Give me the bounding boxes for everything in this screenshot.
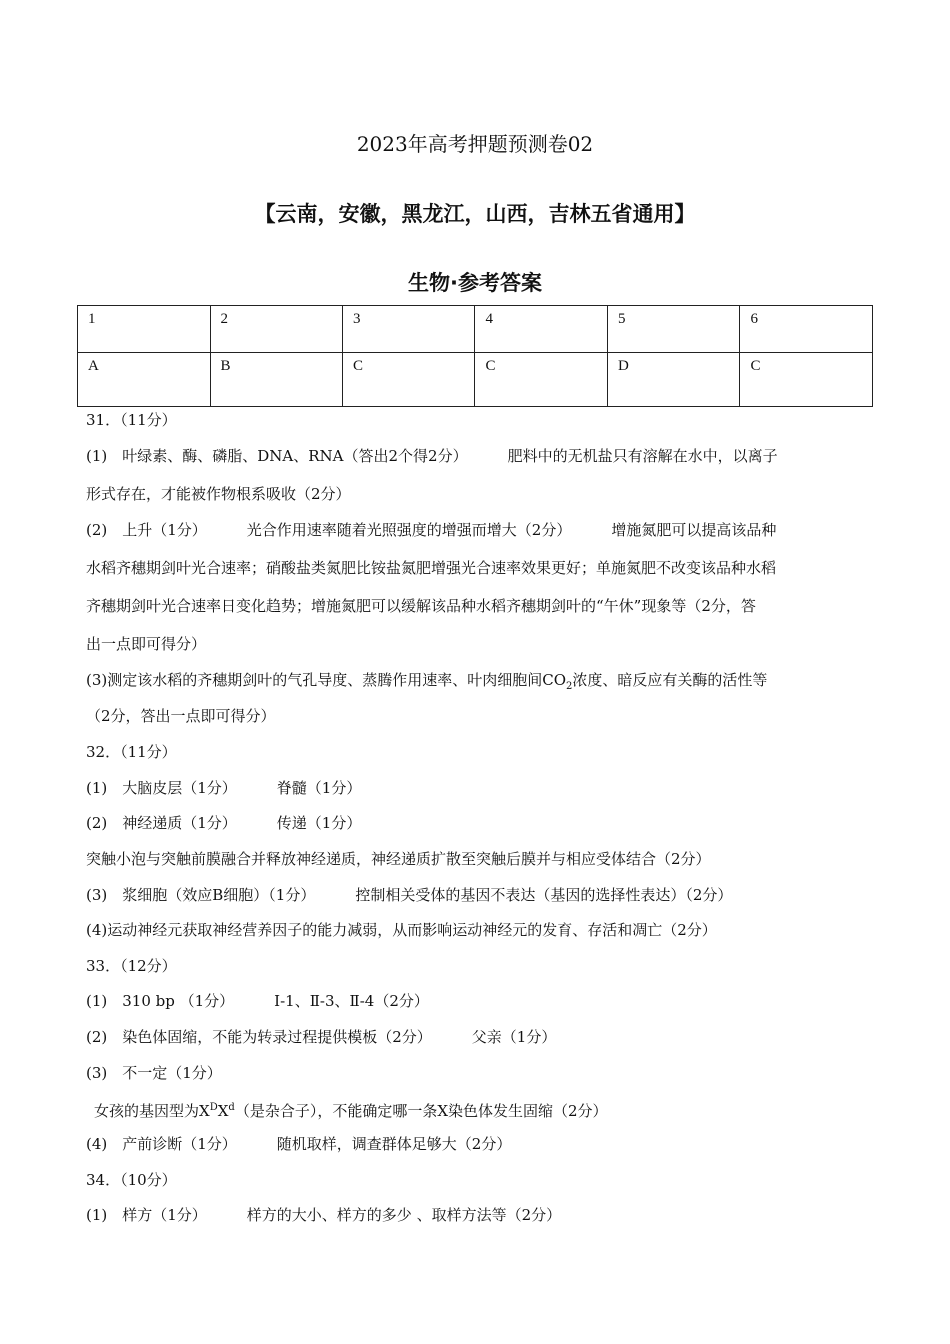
question-number-cell: 3: [342, 306, 474, 353]
q31-part1-answer-b: 肥料中的无机盐只有溶解在水中，以离子: [507, 447, 778, 465]
q31-part3-line2: （2分，答出一点即可得分）: [86, 707, 276, 725]
q32-heading: 32．（11分）: [86, 743, 177, 761]
answer-table-answer-row: [78, 353, 873, 407]
question-number-cell: 2: [210, 306, 342, 353]
answer-cell: C: [342, 353, 474, 407]
q31-part3-text-a: (3)测定该水稻的齐穗期剑叶的气孔导度、蒸腾作用速率、叶肉细胞间CO: [86, 671, 567, 689]
q31-part1-line2: 形式存在，才能被作物根系吸收（2分）: [86, 485, 351, 503]
question-number-cell: 5: [607, 306, 740, 353]
section-title: 生物·参考答案: [408, 271, 542, 295]
q33-part2-answer-a: (2) 染色体固缩，不能为转录过程提供模板（2分）: [86, 1028, 432, 1046]
q32-part1: [86, 778, 361, 798]
q31-part2-line1: [86, 520, 776, 540]
question-number-cell: 6: [740, 306, 873, 353]
q33-part3-line2: [94, 1098, 608, 1121]
q31-part2-answer-a: (2) 上升（1分）: [86, 521, 207, 539]
q31-part1-answer-a: (1) 叶绿素、酶、磷脂、DNA、RNA（答出2个得2分）: [86, 447, 468, 465]
q34-part1-answer-b: 样方的大小、样方的多少 、取样方法等（2分）: [246, 1206, 562, 1224]
answer-cell: A: [78, 353, 211, 407]
q33-part1-answer-a: (1) 310 bp （1分）: [86, 992, 235, 1010]
q33-heading: 33．（12分）: [86, 957, 177, 975]
exam-title: 2023年高考押题预测卷02: [356, 132, 594, 156]
q32-part4: (4)运动神经元获取神经营养因子的能力减弱，从而影响运动神经元的发育、存活和凋亡（2分）: [86, 921, 717, 939]
q32-part2-line1: [86, 813, 361, 833]
q31-part3-line1: [86, 670, 767, 697]
q31-part2-line2: 水稻齐穗期剑叶光合速率；硝酸盐类氮肥比铵盐氮肥增强光合速率效果更好；单施氮肥不改变该品种水稻: [86, 559, 777, 577]
q33-part1: [86, 991, 429, 1011]
q33-part4: [86, 1134, 511, 1154]
q32-part1-answer-a: (1) 大脑皮层（1分）: [86, 779, 237, 797]
answer-cell: C: [475, 353, 607, 407]
co2-subscript: 2: [566, 681, 573, 692]
q34-part1-answer-a: (1) 样方（1分）: [86, 1206, 207, 1224]
q33-part4-answer-b: 随机取样，调查群体足够大（2分）: [276, 1135, 512, 1153]
answer-cell: B: [210, 353, 342, 407]
q31-part2-answer-c: 增施氮肥可以提高该品种: [611, 521, 777, 539]
allele-d-recessive: d: [228, 1102, 235, 1113]
answer-table: [77, 305, 873, 407]
answer-table-number-row: [78, 306, 873, 353]
q31-part2-line4: 出一点即可得分）: [86, 635, 207, 653]
q33-part1-answer-b: Ⅰ-1、Ⅱ-3、Ⅱ-4（2分）: [274, 992, 429, 1010]
allele-d-dominant: D: [209, 1102, 218, 1113]
q31-part2-line3: 齐穗期剑叶光合速率日变化趋势；增施氮肥可以缓解该品种水稻齐穗期剑叶的“午休”现象等（2分，答: [86, 597, 756, 615]
question-number-cell: 4: [475, 306, 607, 353]
q34-heading: 34．（10分）: [86, 1171, 177, 1189]
q33-part2: [86, 1027, 556, 1047]
q32-part2-answer-a: (2) 神经递质（1分）: [86, 814, 237, 832]
q32-part3-answer-a: (3) 浆细胞（效应B细胞）（1分）: [86, 886, 316, 904]
q32-part1-answer-b: 脊髓（1分）: [276, 779, 362, 797]
q31-part1-line1: [86, 446, 778, 466]
q33-genotype-text-c: （是杂合子），不能确定哪一条X染色体发生固缩（2分）: [234, 1102, 608, 1120]
q31-part2-answer-b: 光合作用速率随着光照强度的增强而增大（2分）: [246, 521, 572, 539]
q33-genotype-text-b: X: [217, 1102, 229, 1120]
q33-part3-line1: (3) 不一定（1分）: [86, 1064, 222, 1082]
answer-cell: D: [607, 353, 740, 407]
q32-part2-line2: 突触小泡与突触前膜融合并释放神经递质，神经递质扩散至突触后膜并与相应受体结合（2分）: [86, 850, 711, 868]
q32-part3: [86, 885, 732, 905]
q34-part1: [86, 1205, 561, 1225]
exam-subtitle: 【云南，安徽，黑龙江，山西，吉林五省通用】: [254, 202, 696, 226]
q31-heading: 31．（11分）: [86, 411, 177, 429]
q31-part3-text-b: 浓度、暗反应有关酶的活性等: [572, 671, 768, 689]
q33-part2-answer-b: 父亲（1分）: [471, 1028, 557, 1046]
q33-genotype-text-a: 女孩的基因型为X: [94, 1102, 210, 1120]
q33-part4-answer-a: (4) 产前诊断（1分）: [86, 1135, 237, 1153]
question-number-cell: 1: [78, 306, 211, 353]
q32-part3-answer-b: 控制相关受体的基因不表达（基因的选择性表达）（2分）: [355, 886, 733, 904]
q32-part2-answer-b: 传递（1分）: [276, 814, 362, 832]
answer-cell: C: [740, 353, 873, 407]
